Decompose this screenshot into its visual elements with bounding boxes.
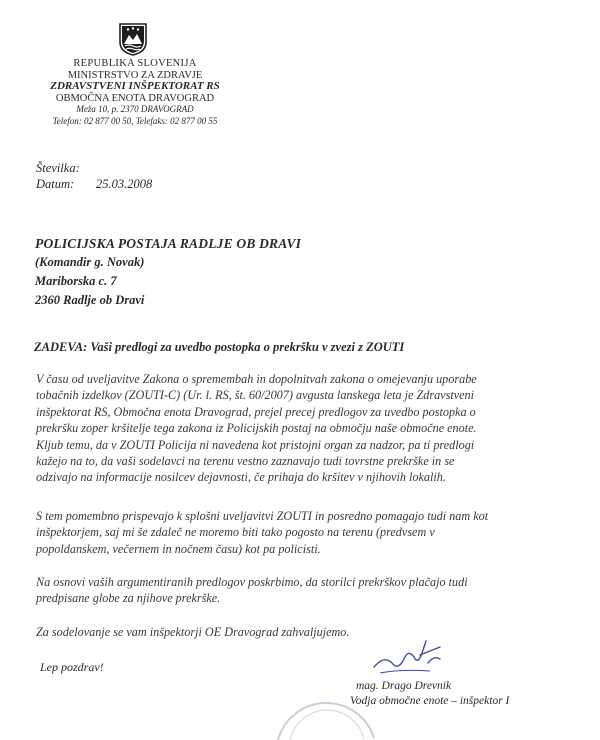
body-line: Za sodelovanje se vam inšpektorji OE Dravograd zahvaljujemo. <box>36 625 350 639</box>
recipient-address <box>35 234 301 310</box>
signature-icon <box>370 633 450 683</box>
body-line: S tem pomembno prispevajo k splošni uveljavitvi ZOUTI in posredno pomagajo tudi nam kot <box>36 509 489 523</box>
body-line: Na osnovi vaših argumentiranih predlogov poskrbimo, da storilci prekrškov plačajo tudi <box>36 575 468 589</box>
body-paragraph-2 <box>36 508 566 557</box>
recipient-street: Mariborska c. 7 <box>35 274 117 288</box>
body-paragraph-3 <box>36 574 566 607</box>
letterhead-phone: Telefon: 02 877 00 50, Telefaks: 02 877 00 55 <box>52 115 218 126</box>
body-line: tobačnih izdelkov (ZOUTI-C) (Ur. l. RS, št. 60/2007) avgusta lanskega leta je Zdravstveni <box>36 388 475 403</box>
signer-title: Vodja območne enote – inšpektor I <box>350 695 510 707</box>
recipient-city: 2360 Radlje ob Dravi <box>35 293 145 307</box>
recipient-name: POLICIJSKA POSTAJA RADLJE OB DRAVI <box>35 236 302 251</box>
body-line: V času od uveljavitve Zakona o spremembah in dopolnitvah zakona o omejevanju uporabe <box>36 372 477 386</box>
letterhead <box>0 58 270 127</box>
body-line: odzivajo na informacije nosilcev dejavnosti, če prihaja do kršitev v njihovih lokalih. <box>36 470 446 485</box>
body-line: predpisane globe za njihove prekrške. <box>36 591 221 606</box>
letterhead-unit: OBMOČNA ENOTA DRAVOGRAD <box>55 92 215 104</box>
letterhead-country: REPUBLIKA SLOVENIJA <box>73 58 197 69</box>
body-line: inšpektorat RS, Območna enota Dravograd, prejel precej predlogov za uvedbo postopka o <box>36 404 476 419</box>
recipient-attention: (Komandir g. Novak) <box>35 255 145 269</box>
closing-greeting: Lep pozdrav! <box>40 660 104 674</box>
body-paragraph-1 <box>36 371 566 486</box>
number-label: Številka: <box>36 161 80 175</box>
subject-line: ZADEVA: Vaši predlogi za uvedbo postopka o prekršku v zvezi z ZOUTI <box>34 340 405 354</box>
signer-name: mag. Drago Drevnik <box>356 680 452 692</box>
body-line: inšpektorjem, saj mi še zdaleč ne moremo biti tako pogosto na terenu (predvsem v <box>36 525 435 540</box>
letterhead-address: Meža 10, p. 2370 DRAVOGRAD <box>76 104 194 114</box>
body-paragraph-4 <box>36 624 566 640</box>
body-line: prekršku zoper kršitelje tega zakona iz Policijskih postaj na območju naše območne enote. <box>36 421 477 436</box>
letterhead-ministry: MINISTRSTVO ZA ZDRAVJE <box>67 69 203 81</box>
letterhead-inspectorate: ZDRAVSTVENI INŠPEKTORAT RS <box>50 80 220 92</box>
body-line: popoldanskem, večernem in nočnem času) kot pa policisti. <box>36 541 321 556</box>
signer-block <box>350 679 509 709</box>
body-line: Kljub temu, da v ZOUTI Policija ni navedena kot pristojni organ za nadzor, pa ti predlogi <box>36 437 475 452</box>
date-label: Datum: <box>36 177 75 191</box>
slovenia-coat-of-arms-icon <box>118 22 148 56</box>
body-line: kažejo na to, da vaši sodelavci na terenu vestno zaznavajo tudi tovrstne prekrške in se <box>36 454 455 469</box>
date-value: 25.03.2008 <box>96 177 153 191</box>
document-meta <box>36 160 152 192</box>
